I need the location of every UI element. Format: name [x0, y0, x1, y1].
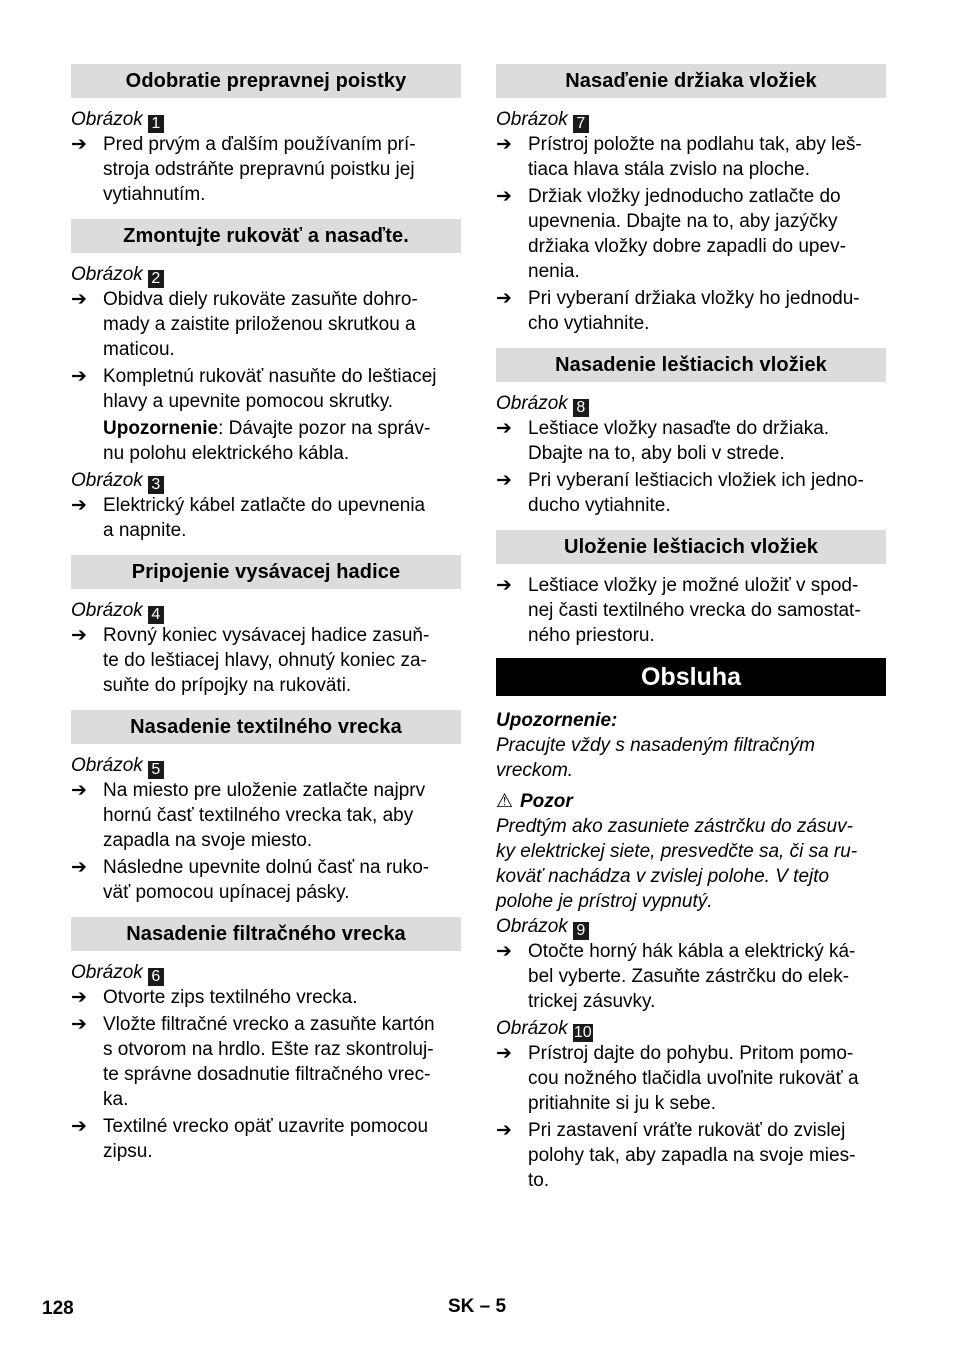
figure-number-badge: 3: [148, 476, 164, 494]
step-text: Pri vyberaní leštiacich vložiek ich jedno- ducho vytiahnite.: [528, 470, 864, 516]
section-heading: Zmontujte rukoväť a nasaďte.: [71, 219, 461, 253]
inline-note: [71, 416, 461, 466]
step-text: Pred prvým a ďalším používaním prí- stroja odstráňte prepravnú poistku jej vytiahnutím.: [103, 134, 416, 205]
step-text: Otvorte zips textilného vrecka.: [103, 987, 358, 1008]
instruction-step: [496, 416, 886, 466]
section-spacer: [71, 907, 461, 917]
step-text: Textilné vrecko opäť uzavrite pomocou zipsu.: [103, 1116, 429, 1162]
arrow-right-icon: ➔: [71, 1116, 87, 1137]
page-number: 128: [42, 1298, 74, 1319]
step-text: Pri vyberaní držiaka vložky ho jednodu- cho vytiahnite.: [528, 288, 860, 334]
instruction-step: [496, 573, 886, 648]
arrow-right-icon: ➔: [71, 780, 87, 801]
obsluha-steps: [496, 914, 886, 1193]
arrow-right-icon: ➔: [496, 941, 512, 962]
step-text: Na miesto pre uloženie zatlačte najprv hornú časť textilného vrecka tak, aby zapadla na svoje miesto.: [103, 780, 426, 851]
section-heading: Pripojenie vysávacej hadice: [71, 555, 461, 589]
figure-label: Obrázok: [71, 470, 143, 491]
section-heading: Nasaďenie držiaka vložiek: [496, 64, 886, 98]
step-text: Otočte horný hák kábla a elektrický ká- bel vyberte. Zasuňte zástrčku do elek- trickej zásuvky.: [528, 941, 856, 1012]
section-heading: Odobratie prepravnej poistky: [71, 64, 461, 98]
figure-number-badge: 10: [573, 1024, 592, 1041]
step-text: Držiak vložky jednoducho zatlačte do upevnenia. Dbajte na to, aby jazýčky držiaka vložky dobre zapadli do upev- nenia.: [528, 186, 846, 282]
instruction-step: [496, 286, 886, 336]
instruction-step: [496, 1041, 886, 1116]
step-text: Prístroj dajte do pohybu. Pritom pomo- cou nožného tlačidla uvoľnite rukoväť a pritiahnite si ju k sebe.: [528, 1043, 859, 1114]
figure-reference: [71, 598, 461, 623]
section-heading: Nasadenie leštiacich vložiek: [496, 348, 886, 382]
warning-text: Predtým ako zasuniete zástrčku do zásuv- ky elektrickej siete, presvedčte sa, či sa ru- koväť nachádza v zvislej polohe. V tejto polohe je prístroj vypnutý.: [496, 816, 858, 912]
instruction-step: [71, 132, 461, 207]
step-text: Následne upevnite dolnú časť na ruko- väť pomocou upínacej pásky.: [103, 857, 430, 903]
instruction-step: [496, 468, 886, 518]
instruction-step: [71, 985, 461, 1010]
instruction-step: [71, 1114, 461, 1164]
figure-label: Obrázok: [71, 264, 143, 285]
step-text: Obidva diely rukoväte zasuňte dohro- mady a zaistite priloženou skrutkou a maticou.: [103, 289, 418, 360]
arrow-right-icon: ➔: [496, 134, 512, 155]
figure-number-badge: 7: [573, 115, 589, 133]
arrow-right-icon: ➔: [71, 495, 87, 516]
arrow-right-icon: ➔: [496, 1043, 512, 1064]
figure-number-badge: 1: [148, 115, 164, 133]
arrow-right-icon: ➔: [496, 186, 512, 207]
note-body: : Dávajte pozor na správ- nu polohu elektrického kábla.: [103, 418, 431, 464]
figure-reference: [71, 753, 461, 778]
figure-number-badge: 2: [148, 270, 164, 288]
step-text: Pri zastavení vráťte rukoväť do zvislej polohy tak, aby zapadla na svoje mies- to.: [528, 1120, 856, 1191]
section-spacer: [496, 338, 886, 348]
figure-reference: [71, 107, 461, 132]
step-text: Leštiace vložky je možné uložiť v spod- nej časti textilného vrecka do samostat- ného priestoru.: [528, 575, 861, 646]
figure-number-badge: 8: [573, 399, 589, 417]
warning-label: Pozor: [520, 791, 573, 812]
arrow-right-icon: ➔: [496, 1120, 512, 1141]
arrow-right-icon: ➔: [71, 134, 87, 155]
instruction-step: [71, 493, 461, 543]
left-column: [71, 64, 461, 1166]
arrow-right-icon: ➔: [71, 366, 87, 387]
note-label: Upozornenie:: [496, 710, 618, 731]
instruction-step: [71, 364, 461, 414]
step-text: Vložte filtračné vrecko a zasuňte kartón s otvorom na hrdlo. Ešte raz skontroluj- te správne dosadnutie filtračného vrec- ka.: [103, 1014, 435, 1110]
step-text: Kompletnú rukoväť nasuňte do leštiacej hlavy a upevnite pomocou skrutky.: [103, 366, 437, 412]
warning-icon: ⚠: [496, 791, 514, 812]
step-text: Elektrický kábel zatlačte do upevnenia a napnite.: [103, 495, 426, 541]
section-heading: Uloženie leštiacich vložiek: [496, 530, 886, 564]
warning-row: [496, 789, 886, 814]
step-text: Rovný koniec vysávacej hadice zasuň- te do leštiacej hlavy, ohnutý koniec za- suňte do prípojky na rukoväti.: [103, 625, 430, 696]
figure-label: Obrázok: [71, 109, 143, 130]
instruction-step: [71, 778, 461, 853]
figure-reference: [496, 914, 886, 939]
figure-number-badge: 4: [148, 606, 164, 624]
figure-reference: [71, 262, 461, 287]
instruction-step: [496, 184, 886, 284]
arrow-right-icon: ➔: [71, 987, 87, 1008]
section-spacer: [71, 545, 461, 555]
figure-reference: [71, 468, 461, 493]
section-spacer: [71, 209, 461, 219]
right-sections: [496, 64, 886, 648]
figure-number-badge: 6: [148, 968, 164, 986]
figure-reference: [496, 107, 886, 132]
instruction-step: [496, 132, 886, 182]
arrow-right-icon: ➔: [71, 289, 87, 310]
figure-label: Obrázok: [496, 1018, 568, 1039]
arrow-right-icon: ➔: [71, 857, 87, 878]
section-heading: Nasadenie filtračného vrecka: [71, 917, 461, 951]
right-column: [496, 64, 886, 1195]
section-heading-obsluha: Obsluha: [496, 658, 886, 696]
section-spacer: [71, 700, 461, 710]
figure-number-badge: 5: [148, 761, 164, 779]
arrow-right-icon: ➔: [71, 1014, 87, 1035]
figure-reference: [496, 391, 886, 416]
step-text: Prístroj položte na podlahu tak, aby leš- tiaca hlava stála zvislo na ploche.: [528, 134, 862, 180]
instruction-step: [71, 623, 461, 698]
step-text: Leštiace vložky nasaďte do držiaka. Dbajte na to, aby boli v strede.: [528, 418, 830, 464]
instruction-step: [496, 939, 886, 1014]
arrow-right-icon: ➔: [71, 625, 87, 646]
arrow-right-icon: ➔: [496, 288, 512, 309]
figure-label: Obrázok: [496, 109, 568, 130]
figure-label: Obrázok: [71, 755, 143, 776]
figure-label: Obrázok: [496, 393, 568, 414]
arrow-right-icon: ➔: [496, 418, 512, 439]
section-heading: Nasadenie textilného vrecka: [71, 710, 461, 744]
figure-reference: [71, 960, 461, 985]
figure-label: Obrázok: [496, 916, 568, 937]
figure-number-badge: 9: [573, 922, 589, 940]
arrow-right-icon: ➔: [496, 470, 512, 491]
note-text: Pracujte vždy s nasadeným filtračným vreckom.: [496, 735, 815, 781]
instruction-step: [71, 1012, 461, 1112]
language-page-label: SK – 5: [448, 1296, 507, 1317]
instruction-step: [71, 287, 461, 362]
figure-reference: [496, 1016, 886, 1041]
arrow-right-icon: ➔: [496, 575, 512, 596]
section-spacer: [496, 520, 886, 530]
figure-label: Obrázok: [71, 962, 143, 983]
figure-label: Obrázok: [71, 600, 143, 621]
note-bold-label: Upozornenie: [103, 418, 219, 439]
instruction-step: [496, 1118, 886, 1193]
instruction-step: [71, 855, 461, 905]
